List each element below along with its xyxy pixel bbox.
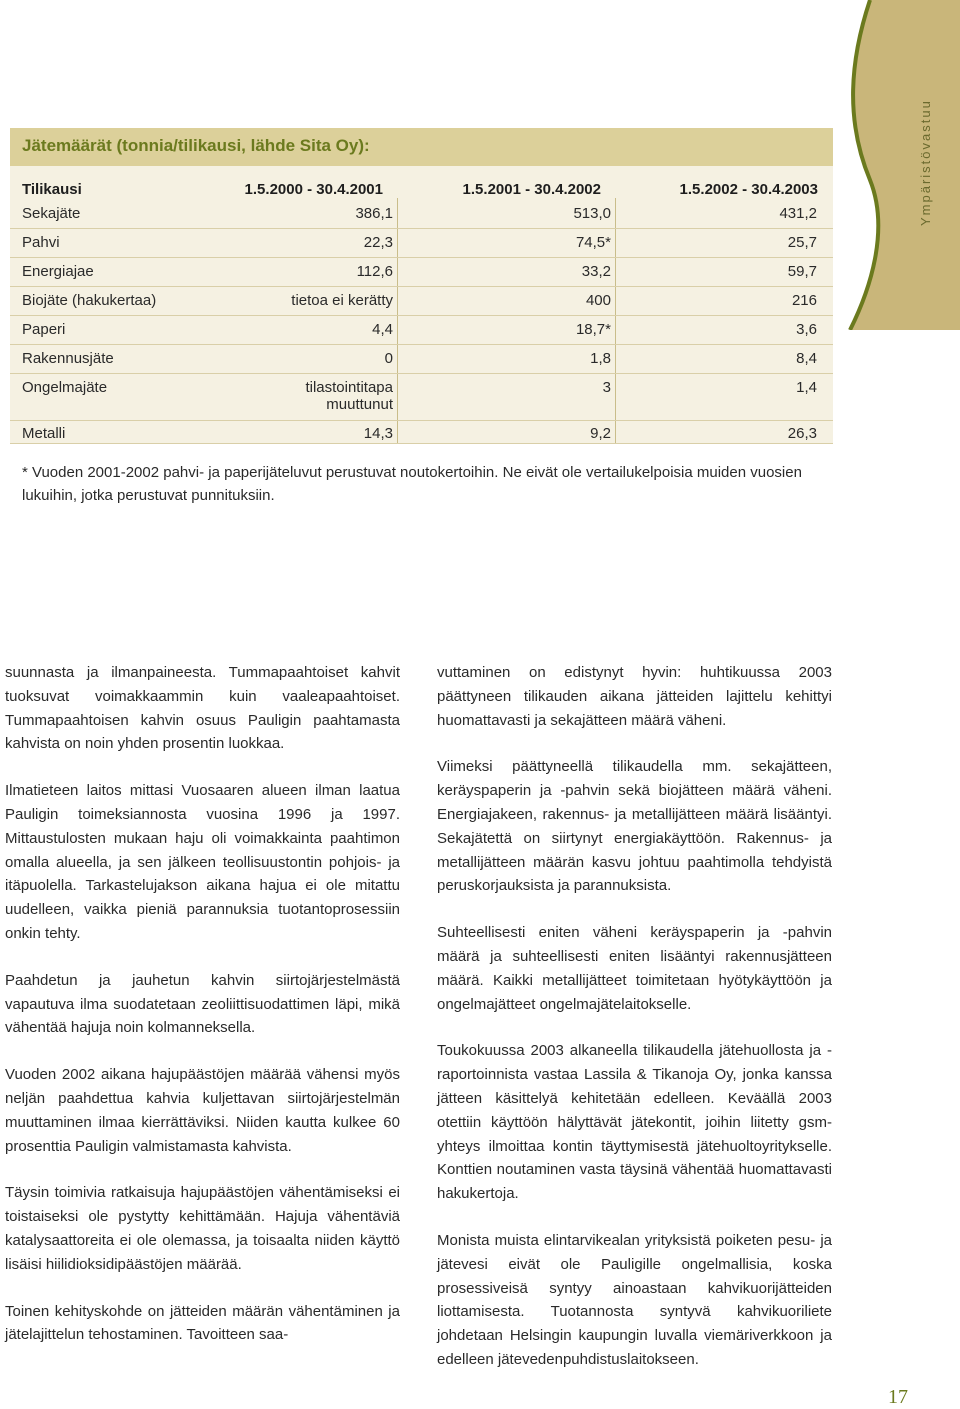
cell-2001-line: tilastointitapa xyxy=(305,379,393,396)
cell-2003: 8,4 xyxy=(796,350,817,367)
cell-2003: 216 xyxy=(791,292,817,309)
cell-2002: 513,0 xyxy=(573,205,611,222)
cell-2003: 431,2 xyxy=(779,205,817,222)
cell-2002: 3 xyxy=(602,379,611,396)
cell-2001: 14,3 xyxy=(363,425,393,442)
table-footnote: * Vuoden 2001-2002 pahvi- ja paperijäteluvut perustuvat noutokertoihin. Ne eivät ole vertailukelpoisia muiden vuosien lukuihin, jotka perustuvat punnituksiin. xyxy=(22,464,802,504)
paragraph: Vuoden 2002 aikana hajupäästöjen määrää vähensi myös neljän paahdettua kahvia kuljettavan siirtojärjestelmän muuttaminen ilmaa kierrättäviksi. Niiden kautta kulkee 60 prosenttia Pauligin valmistamasta kahvista. xyxy=(5,1066,400,1155)
table-header-2003: 1.5.2002 - 30.4.2003 xyxy=(679,181,818,198)
cell-2003: 3,6 xyxy=(796,321,817,338)
row-label: Pahvi xyxy=(22,234,60,251)
table-header-2001: 1.5.2000 - 30.4.2001 xyxy=(244,181,383,198)
cell-2001: 386,1 xyxy=(355,205,393,222)
right-text-column xyxy=(437,661,832,1372)
paragraph: Toinen kehityskohde on jätteiden määrän vähentäminen ja jätelajittelun tehostaminen. Tavoitteen saa- xyxy=(5,1302,400,1344)
table-row xyxy=(10,374,833,421)
paragraph: Viimeksi päättyneellä tilikaudella mm. sekajätteen, keräyspaperin ja -pahvin sekä biojätteen määrä väheni. Energiajakeen, rakennus- ja metallijätteen määrä lisääntyi. Sekajätettä on siirtynyt energiakäyttöön. Rakennus- ja metallijätteen määrän kasvu johtuu paahtimolla tehdyistä peruskorjauksista ja parannuksista. xyxy=(437,758,832,895)
table-row xyxy=(10,258,833,287)
cell-2002: 74,5* xyxy=(575,234,611,251)
cell-2001: tietoa ei kerätty xyxy=(291,292,393,309)
row-label: Ongelmajäte xyxy=(22,379,108,396)
cell-2002: 1,8 xyxy=(590,350,611,367)
section-label: Ympäristövastuu xyxy=(918,99,933,226)
table-header-period: Tilikausi xyxy=(22,181,82,198)
row-label: Sekajäte xyxy=(22,205,81,222)
cell-2001: 0 xyxy=(384,350,393,367)
cell-2001-line: muuttunut xyxy=(326,396,393,413)
paragraph: Ilmatieteen laitos mittasi Vuosaaren alueen ilman laatua Pauligin toimeksiannosta vuosina 1996 ja 1997. Mittaustulosten mukaan haju oli voimakkainta paahtimon omalla alueella, ja sen jälkeen teollisuustontin pohjois- ja itäpuolella. Tarkastelujakson aikana hajua ei ole mitattu uudelleen, vaikka pieniä parannuksia tuotantoprosessiin onkin tehty. xyxy=(5,782,400,942)
table-row xyxy=(10,200,833,229)
cell-2002: 18,7* xyxy=(575,321,611,338)
page-number: 17 xyxy=(888,1386,908,1408)
cell-2002: 400 xyxy=(585,292,611,309)
table-row xyxy=(10,345,833,374)
paragraph: Paahdetun ja jauhetun kahvin siirtojärjestelmästä vapautuva ilma suodatetaan zeoliittisuodattimen läpi, mikä vähentää hajuja noin kolmanneksella. xyxy=(5,971,400,1037)
cell-2002: 9,2 xyxy=(590,425,611,442)
paragraph: Monista muista elintarvikealan yrityksistä poiketen pesu- ja jätevesi eivät ole Pauligille ongelmallisia, koska prosessiveisä syntyy ainoastaan kahvikuorijätteiden liottamisesta. Tuotannosta syntyvä kahvikuoriliete johdetaan Helsingin kaupungin luvalla viemäriverkkoon ja edelleen jätevedenpuhdistuslaitokseen. xyxy=(437,1231,832,1368)
row-label: Rakennusjäte xyxy=(22,350,114,367)
paragraph: Täysin toimivia ratkaisuja hajupäästöjen vähentämiseksi ei toistaiseksi ole pystytty kehittämään. Hajuja vähentäviä katalysaattoreita ei ole olemassa, ja toisaalta niiden käyttö lisäisi hiilidioksidipäästöjen määrää. xyxy=(5,1184,400,1273)
paragraph: Toukokuussa 2003 alkaneella tilikaudella jätehuollosta ja -raportoinnista vastaa Lassila & Tikanoja Oy, jonka kanssa jätteen käsittelyä kehitetään edelleen. Keväällä 2003 otettiin käyttöön hälyttävät jätekontit, joihin liitetty gsm-yhteys ilmoittaa kontin täyttymisestä jätehuoltoyritykselle. Konttien noutaminen vasta täysinä vähentää huomattavasti hakukertoja. xyxy=(437,1042,832,1203)
row-label: Biojäte (hakukertaa) xyxy=(22,292,157,309)
table-row xyxy=(10,316,833,345)
row-label: Energiajae xyxy=(22,263,94,280)
table-header-2002: 1.5.2001 - 30.4.2002 xyxy=(462,181,601,198)
cell-2001 xyxy=(305,379,393,413)
cell-2003: 59,7 xyxy=(787,263,817,280)
cell-2003: 25,7 xyxy=(787,234,817,251)
left-text-column xyxy=(5,661,400,1347)
cell-2001: 22,3 xyxy=(363,234,393,251)
cell-2003: 26,3 xyxy=(787,425,817,442)
table-row xyxy=(10,421,833,444)
table-row xyxy=(10,229,833,258)
row-label: Paperi xyxy=(22,321,66,338)
paragraph: suunnasta ja ilmanpaineesta. Tummapaahtoiset kahvit tuoksuvat voimakkaammin kuin vaaleapaahtoiset. Tummapaahtoisen kahvin osuus Pauligin paahtamasta kahvista on noin yhden prosentin luokkaa. xyxy=(5,664,400,753)
cell-2003: 1,4 xyxy=(796,379,817,396)
row-label: Metalli xyxy=(22,425,66,442)
paragraph: vuttaminen on edistynyt hyvin: huhtikuussa 2003 päättyneen tilikauden aikana jätteiden lajittelu kehittyi huomattavasti ja sekajätteen määrä väheni. xyxy=(437,664,832,729)
table-title: Jätemäärät (tonnia/tilikausi, lähde Sita Oy): xyxy=(22,136,370,155)
table-row xyxy=(10,287,833,316)
paragraph: Suhteellisesti eniten väheni keräyspaperin ja -pahvin määrä ja suhteellisesti eniten lisääntyi rakennusjätteen määrä. Kaikki metallijätteet toimitetaan hyötykäyttöön ja ongelmajätteet ongelmajätelaitokselle. xyxy=(437,924,832,1013)
cell-2002: 33,2 xyxy=(581,263,611,280)
cell-2001: 112,6 xyxy=(356,263,393,280)
cell-2001: 4,4 xyxy=(372,321,393,338)
